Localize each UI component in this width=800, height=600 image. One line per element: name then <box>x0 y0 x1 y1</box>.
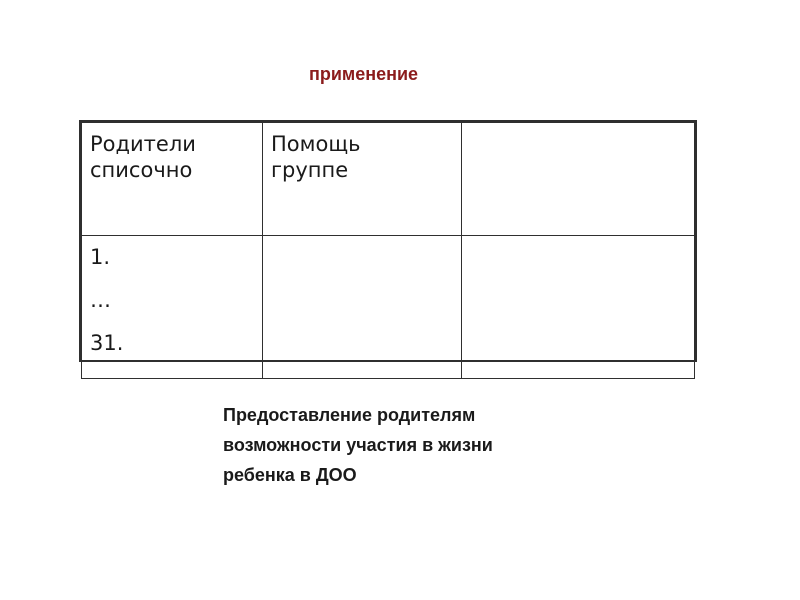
cell-text-line: 31. <box>90 331 124 355</box>
table-cell-parent-list <box>82 236 263 379</box>
table-cell-parents <box>82 123 263 236</box>
table-header-row <box>82 123 695 236</box>
cell-text-line: … <box>90 288 111 312</box>
cell-text-line: Помощь <box>271 132 361 156</box>
info-table-frame <box>79 120 697 362</box>
table-cell-group-help <box>263 123 462 236</box>
caption-line: Предоставление родителям <box>223 405 476 425</box>
cell-text-line: Родители <box>90 132 196 156</box>
table-cell-empty <box>462 236 695 379</box>
table-cell-empty <box>462 123 695 236</box>
cell-text-line: 1. <box>90 245 111 269</box>
table-row <box>82 236 695 379</box>
caption-line: ребенка в ДОО <box>223 465 357 485</box>
slide-title: применение <box>308 64 419 84</box>
slide-caption <box>223 400 653 490</box>
cell-text-line: группе <box>271 158 349 182</box>
table-cell-empty <box>263 236 462 379</box>
info-table <box>81 122 695 379</box>
cell-text-line: списочно <box>90 158 193 182</box>
caption-line: возможности участия в жизни <box>223 435 493 455</box>
